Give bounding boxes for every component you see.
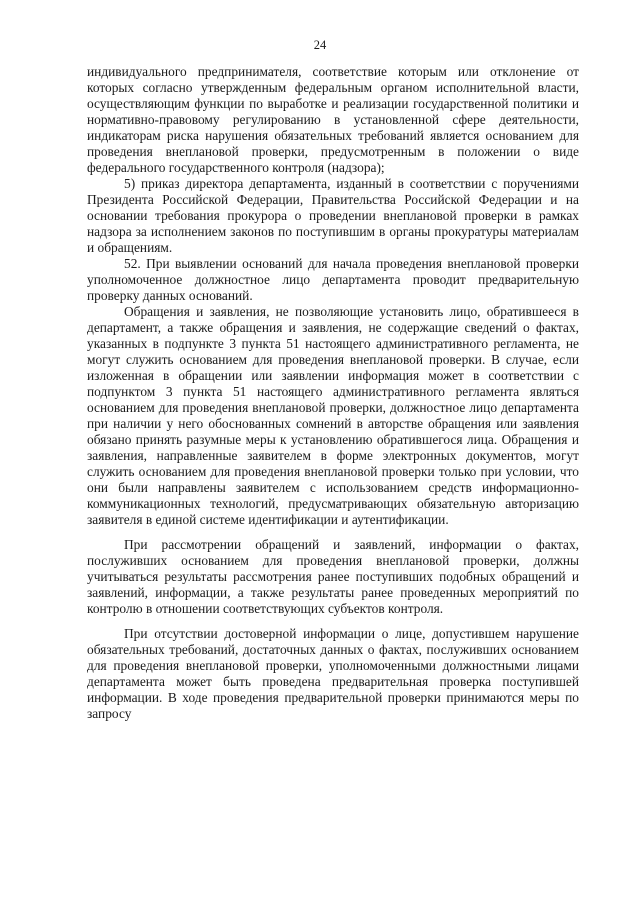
document-body: [87, 64, 579, 722]
paragraph-52: 52. При выявлении оснований для начала проведения внеплановой проверки уполномоченное должностное лицо департамента проводит предварительную проверку данных оснований.: [87, 256, 579, 303]
paragraph-item-5: 5) приказ директора департамента, изданный в соответствии с поручениями Президента Российской Федерации, Правительства Российской Федерации и на основании требования прокурора о проведении внеплановой проверки в рамках надзора за исполнением законов по поступившим в органы прокуратуры материалам и обращениям.: [87, 176, 579, 255]
paragraph-consideration: При рассмотрении обращений и заявлений, информации о фактах, послуживших основанием для проведения внеплановой проверки, должны учитываться результаты рассмотрения ранее поступивших подобных обращений и заявлений, информации, а также результаты ранее проведенных мероприятий по контролю в отношении соответствующих субъектов контроля.: [87, 537, 579, 616]
paragraph-continuation: индивидуального предпринимателя, соответствие которым или отклонение от которых согласно утвержденным федеральным органом исполнительной власти, осуществляющим функции по выработке и реализации государственной политики и нормативно-правовому регулированию в установленной сфере деятельности, индикаторам риска нарушения обязательных требований является основанием для проведения внеплановой проверки, предусмотренным в положении о виде федерального государственного контроля (надзора);: [87, 64, 579, 175]
paragraph-preliminary-check: При отсутствии достоверной информации о лице, допустившем нарушение обязательных требований, достаточных данных о фактах, послуживших основанием для проведения внеплановой проверки, уполномоченными должностными лицами департамента может быть проведена предварительная проверка поступившей информации. В ходе проведения предварительной проверки принимаются меры по запросу: [87, 626, 579, 721]
paragraph-appeals: Обращения и заявления, не позволяющие установить лицо, обратившееся в департамент, а также обращения и заявления, не содержащие сведений о фактах, указанных в подпункте 3 пункта 51 настоящего административного регламента, не могут служить основанием для проведения внеплановой проверки. В случае, если изложенная в обращении или заявлении информация может в соответствии с подпунктом 3 пункта 51 настоящего административного регламента являться основанием для проведения внеплановой проверки, должностное лицо департамента при наличии у него обоснованных сомнений в авторстве обращения или заявления обязано принять разумные меры к установлению обратившегося лица. Обращения и заявления, направленные заявителем в форме электронных документов, могут служить основанием для проведения внеплановой проверки только при условии, что они были направлены заявителем с использованием средств информационно-коммуникационных технологий, предусматривающих обязательную авторизацию заявителя в единой системе идентификации и аутентификации.: [87, 304, 579, 527]
page-number: 24: [313, 38, 327, 52]
